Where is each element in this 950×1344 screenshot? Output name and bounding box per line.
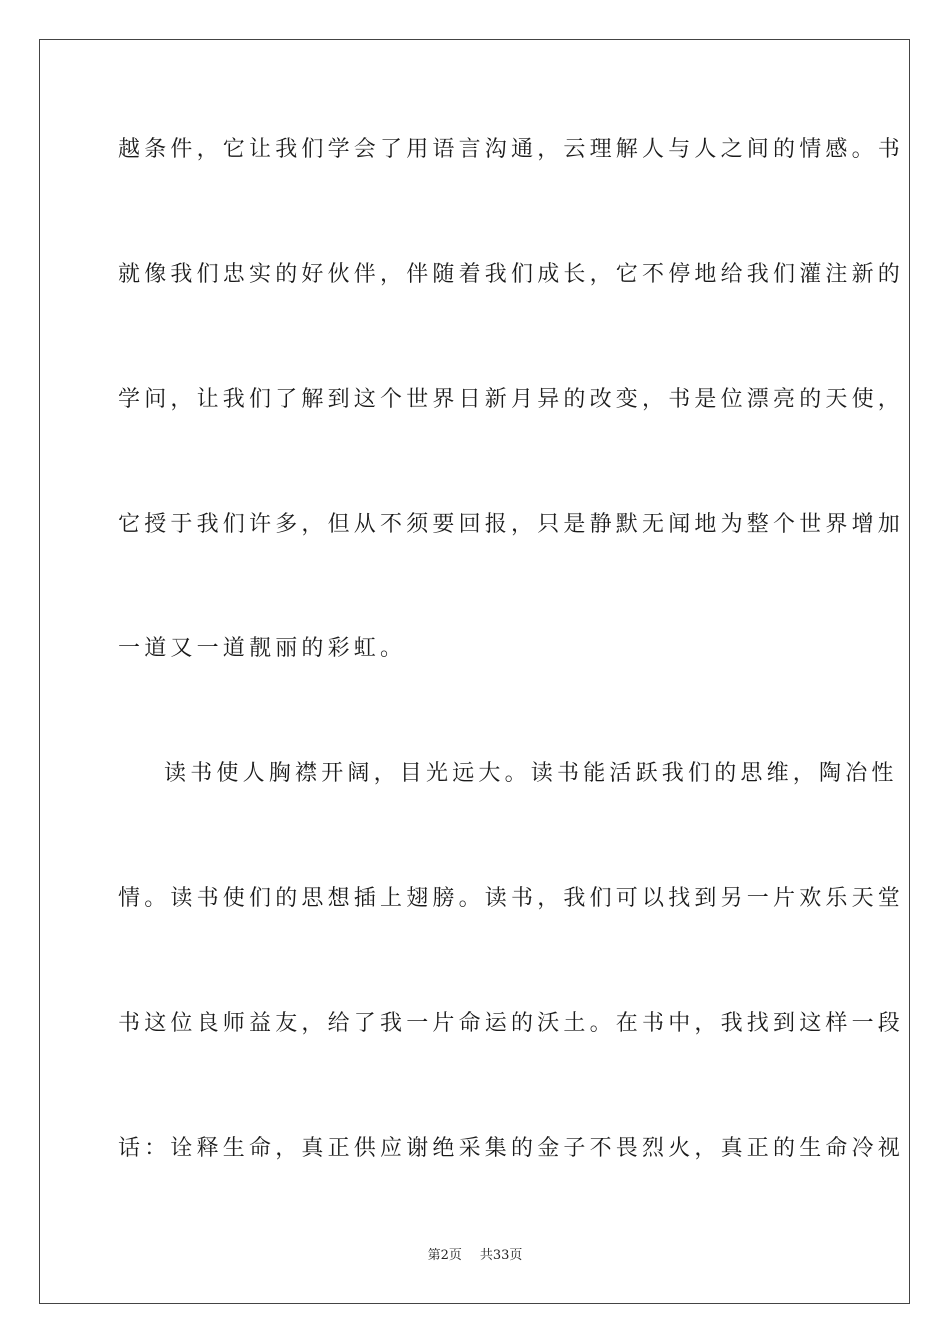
- text-line: 越条件，它让我们学会了用语言沟通，云理解人与人之间的情感。书: [118, 137, 905, 162]
- text-line: 一道又一道靓丽的彩虹。: [118, 636, 407, 661]
- text-line: 它授于我们许多，但从不须要回报，只是静默无闻地为整个世界增加: [118, 512, 905, 537]
- text-line: 书这位良师益友，给了我一片命运的沃土。在书中，我找到这样一段: [118, 1011, 905, 1036]
- text-line: 就像我们忠实的好伙伴，伴随着我们成长，它不停地给我们灌注新的: [118, 262, 905, 287]
- text-line: 情。读书使们的思想插上翅膀。读书，我们可以找到另一片欢乐天堂: [118, 886, 905, 911]
- page-number: 第2页: [427, 1248, 462, 1263]
- page-total: 共33页: [479, 1248, 523, 1263]
- page-footer: [0, 1248, 950, 1264]
- page-border: [39, 39, 910, 1304]
- text-line: 学问，让我们了解到这个世界日新月异的改变，书是位漂亮的天使，: [118, 387, 905, 412]
- paragraph-first-line: 读书使人胸襟开阔，目光远大。读书能活跃我们的思维，陶冶性: [164, 761, 898, 786]
- text-line: 话：诠释生命，真正供应谢绝采集的金子不畏烈火，真正的生命冷视: [118, 1136, 905, 1161]
